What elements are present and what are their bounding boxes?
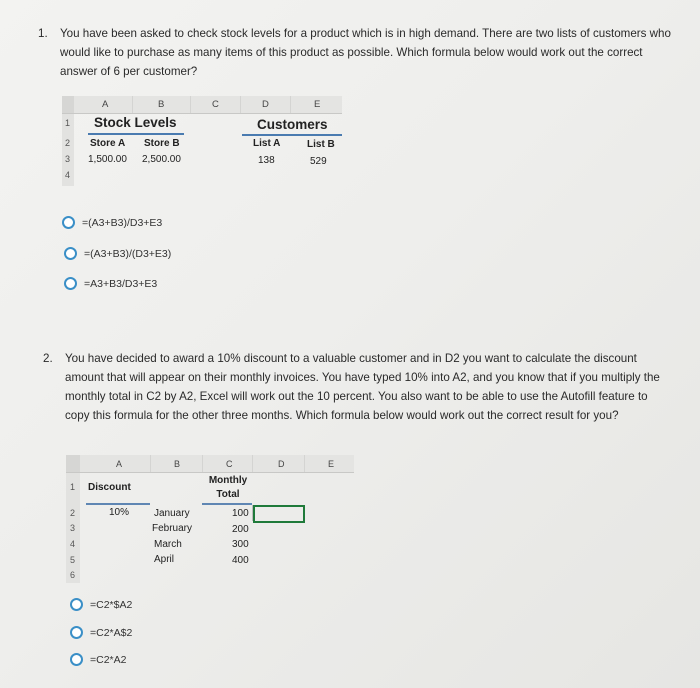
row-number-3: 3	[65, 154, 71, 164]
q2-option-1-label: =C2*$A2	[90, 598, 133, 611]
col-header-d: D	[262, 99, 269, 110]
q1-option-3-label: =A3+B3/D3+E3	[84, 277, 158, 290]
radio-icon[interactable]	[62, 216, 75, 229]
store-b-label: Store B	[144, 138, 180, 149]
radio-icon[interactable]	[70, 653, 83, 666]
col-header-d: D	[278, 459, 285, 469]
question-1-number: 1.	[38, 27, 48, 40]
total-april: 400	[232, 555, 249, 566]
col-header-c: C	[212, 99, 219, 110]
discount-label: Discount	[88, 482, 131, 493]
spreadsheet-1	[62, 96, 342, 186]
question-2-number: 2.	[43, 352, 53, 365]
monthly-total-label: Monthly Total	[208, 475, 248, 500]
row-number-2: 2	[70, 508, 76, 518]
col-header-e: E	[314, 99, 321, 110]
col-header-b: B	[158, 99, 165, 110]
question-2	[43, 349, 675, 425]
q2-option-2-label: =C2*A$2	[90, 626, 133, 639]
q2-option-2[interactable]	[70, 626, 132, 639]
q1-option-3[interactable]	[64, 277, 157, 290]
store-a-label: Store A	[90, 138, 126, 149]
cell-d2-selection[interactable]	[253, 505, 305, 523]
row-number-4: 4	[70, 539, 76, 549]
radio-icon[interactable]	[70, 626, 83, 639]
discount-underline	[86, 503, 150, 505]
customers-title-underline	[242, 134, 342, 136]
row-number-1: 1	[65, 118, 71, 128]
q2-option-3[interactable]	[70, 653, 126, 666]
list-a-value: 138	[258, 155, 275, 166]
col-header-c: C	[226, 459, 233, 469]
spreadsheet-2	[66, 455, 354, 583]
stock-levels-title: Stock Levels	[94, 115, 177, 130]
total-january: 100	[232, 508, 249, 519]
select-all-corner	[62, 96, 74, 114]
store-a-value: 1,500.00	[88, 154, 127, 165]
discount-value: 10%	[109, 507, 130, 518]
select-all-corner	[66, 455, 80, 473]
stock-title-underline	[88, 133, 184, 135]
list-b-value: 529	[310, 156, 327, 167]
radio-icon[interactable]	[70, 598, 83, 611]
row-number-4: 4	[65, 170, 71, 180]
col-header-a: A	[116, 459, 123, 469]
q1-option-2-label: =(A3+B3)/(D3+E3)	[84, 247, 172, 260]
col-header-a: A	[102, 99, 109, 110]
col-header-b: B	[174, 459, 181, 469]
month-march: March	[154, 539, 182, 550]
question-2-text: You have decided to award a 10% discount to a valuable customer and in D2 you want to calculate the discount amount that will appear on their monthly invoices. You have typed 10% into A2, and you know that if you multiply the monthly total in C2 by A2, Excel will work out the 10 percent. You also want to be able to use the Autofill feature to copy this formula for the other three months. Which formula below would work out the correct result for you?	[65, 352, 660, 422]
q2-option-1[interactable]	[70, 598, 132, 611]
row-number-1: 1	[70, 482, 76, 492]
q1-option-1-label: =(A3+B3)/D3+E3	[82, 216, 163, 229]
row-number-6: 6	[70, 570, 76, 580]
q2-option-3-label: =C2*A2	[90, 653, 127, 666]
row-number-2: 2	[65, 138, 71, 148]
col-header-e: E	[328, 459, 335, 469]
list-a-label: List A	[253, 138, 281, 149]
column-header-bar	[66, 455, 354, 473]
customers-title: Customers	[257, 117, 328, 132]
month-february: February	[152, 523, 193, 534]
row-number-3: 3	[70, 523, 76, 533]
list-b-label: List B	[307, 139, 335, 150]
total-february: 200	[232, 524, 249, 535]
month-january: January	[154, 508, 190, 519]
radio-icon[interactable]	[64, 277, 77, 290]
monthly-total-underline	[202, 503, 252, 505]
question-1	[38, 24, 678, 81]
q1-option-1[interactable]	[62, 216, 162, 229]
row-number-5: 5	[70, 555, 76, 565]
radio-icon[interactable]	[64, 247, 77, 260]
question-1-text: You have been asked to check stock levels for a product which is in high demand. There are two lists of customers who would like to purchase as many items of this product as possible. Which formula below would work out the correct answer of 6 per customer?	[60, 27, 671, 78]
q1-option-2[interactable]	[64, 247, 171, 260]
store-b-value: 2,500.00	[142, 154, 181, 165]
total-march: 300	[232, 539, 249, 550]
month-april: April	[154, 554, 175, 565]
